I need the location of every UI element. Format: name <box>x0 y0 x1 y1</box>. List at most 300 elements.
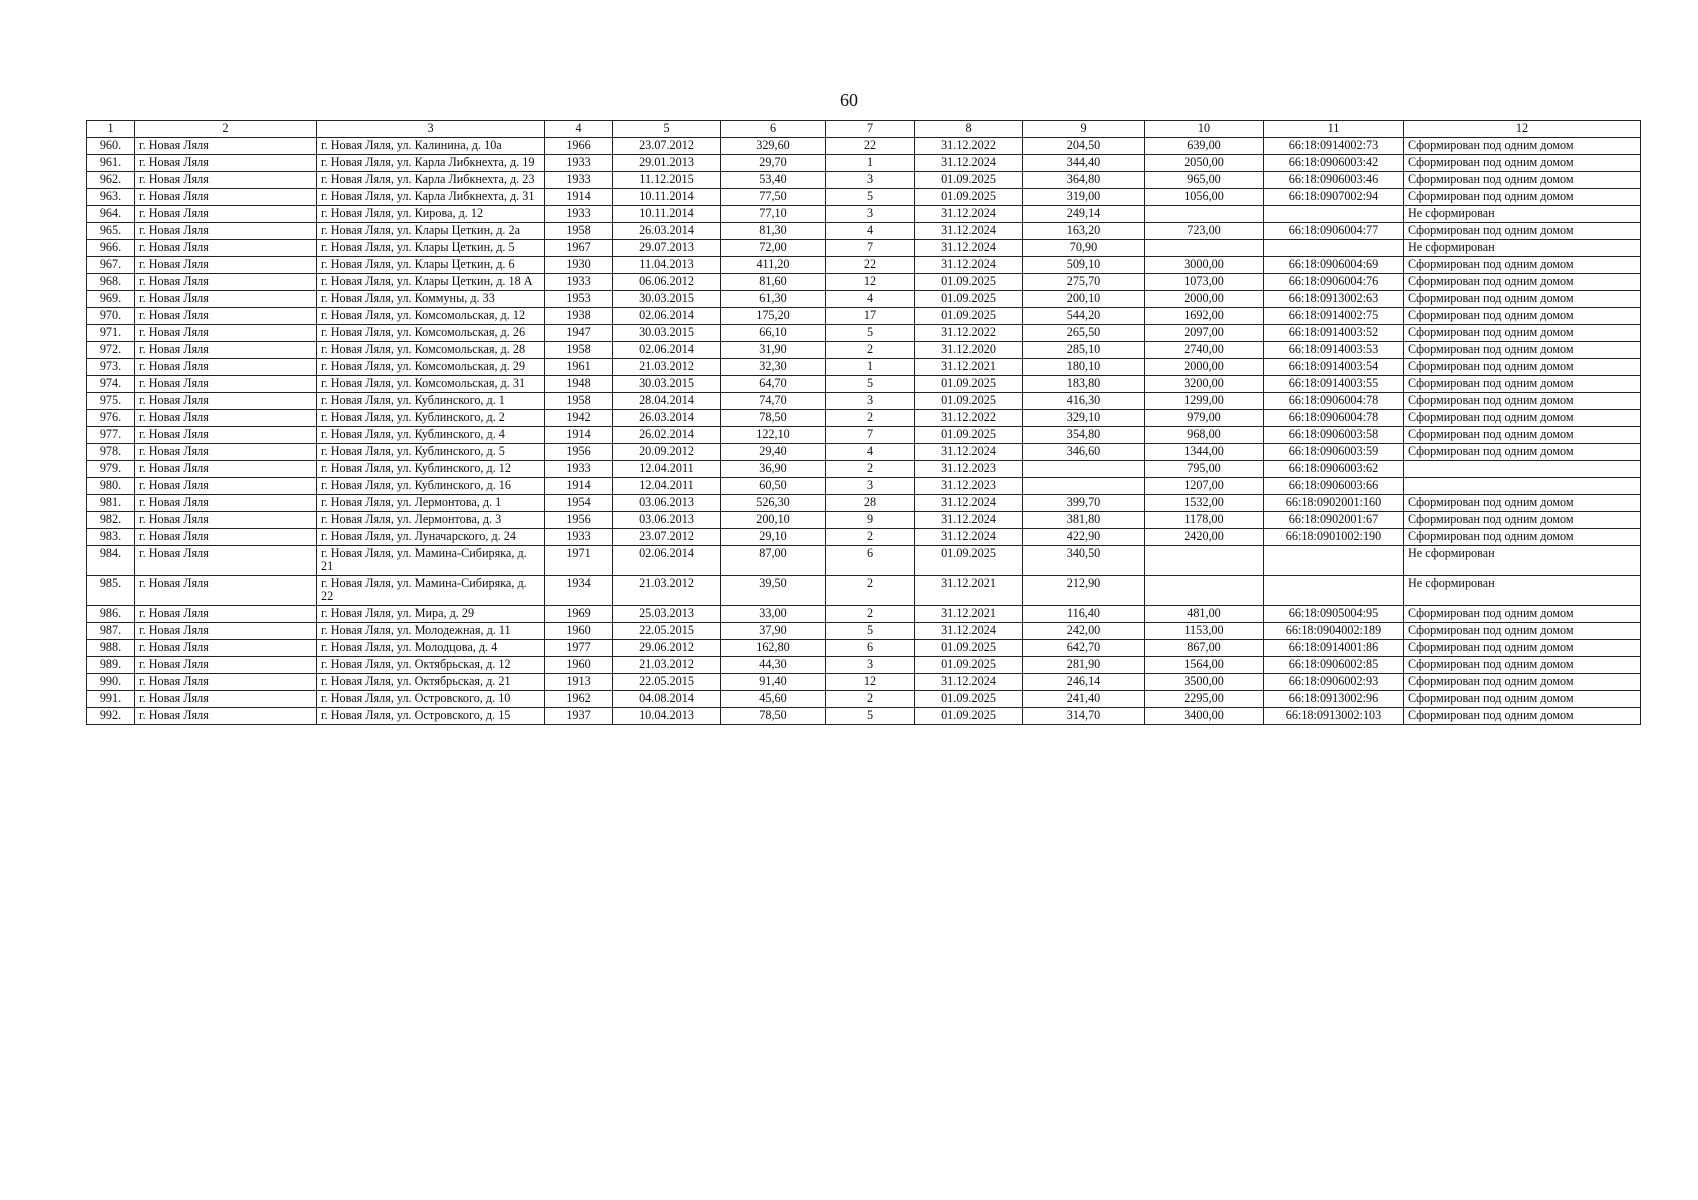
cell-year-built: 1933 <box>545 529 613 546</box>
cell-survey-date: 03.06.2013 <box>613 495 721 512</box>
cell-land-area: 2740,00 <box>1145 342 1264 359</box>
cell-cadastral-number: 66:18:0906002:85 <box>1264 657 1404 674</box>
cell-area: 175,20 <box>721 308 826 325</box>
cell-land-area: 1056,00 <box>1145 189 1264 206</box>
cell-land-status: Сформирован под одним домом <box>1404 189 1641 206</box>
cell-land-status: Сформирован под одним домом <box>1404 410 1641 427</box>
cell-year-built: 1962 <box>545 691 613 708</box>
cell-area: 44,30 <box>721 657 826 674</box>
cell-year-built: 1938 <box>545 308 613 325</box>
cell-cost: 329,10 <box>1023 410 1145 427</box>
cell-survey-date: 20.09.2012 <box>613 444 721 461</box>
cell-land-area: 2295,00 <box>1145 691 1264 708</box>
table-row <box>87 291 1641 308</box>
cell-residents-count: 4 <box>826 223 915 240</box>
cell-survey-date: 23.07.2012 <box>613 138 721 155</box>
cell-land-area: 1178,00 <box>1145 512 1264 529</box>
cell-cadastral-number: 66:18:0906004:77 <box>1264 223 1404 240</box>
cell-address: г. Новая Ляля, ул. Комсомольская, д. 31 <box>317 376 545 393</box>
table-row <box>87 257 1641 274</box>
cell-area: 29,40 <box>721 444 826 461</box>
cell-row-number: 977. <box>87 427 135 444</box>
cell-address: г. Новая Ляля, ул. Карла Либкнехта, д. 23 <box>317 172 545 189</box>
cell-cost: 399,70 <box>1023 495 1145 512</box>
cell-row-number: 978. <box>87 444 135 461</box>
cell-row-number: 990. <box>87 674 135 691</box>
cell-row-number: 970. <box>87 308 135 325</box>
cell-land-status: Сформирован под одним домом <box>1404 512 1641 529</box>
cell-land-area: 2000,00 <box>1145 291 1264 308</box>
cell-land-status: Сформирован под одним домом <box>1404 308 1641 325</box>
cell-row-number: 971. <box>87 325 135 342</box>
cell-area: 329,60 <box>721 138 826 155</box>
cell-address: г. Новая Ляля, ул. Кублинского, д. 2 <box>317 410 545 427</box>
cell-address: г. Новая Ляля, ул. Карла Либкнехта, д. 31 <box>317 189 545 206</box>
cell-settlement: г. Новая Ляля <box>135 495 317 512</box>
cell-address: г. Новая Ляля, ул. Кублинского, д. 16 <box>317 478 545 495</box>
cell-residents-count: 5 <box>826 189 915 206</box>
cell-year-built: 1914 <box>545 478 613 495</box>
cell-year-built: 1947 <box>545 325 613 342</box>
cell-cadastral-number: 66:18:0906003:58 <box>1264 427 1404 444</box>
table-row <box>87 640 1641 657</box>
cell-address: г. Новая Ляля, ул. Комсомольская, д. 29 <box>317 359 545 376</box>
header-row <box>87 121 1641 138</box>
table-row <box>87 691 1641 708</box>
cell-deadline-date: 31.12.2022 <box>915 410 1023 427</box>
cell-settlement: г. Новая Ляля <box>135 444 317 461</box>
cell-land-area <box>1145 240 1264 257</box>
cell-survey-date: 10.11.2014 <box>613 189 721 206</box>
cell-cadastral-number: 66:18:0913002:96 <box>1264 691 1404 708</box>
cell-residents-count: 5 <box>826 376 915 393</box>
cell-land-area: 639,00 <box>1145 138 1264 155</box>
cell-land-area <box>1145 206 1264 223</box>
cell-year-built: 1977 <box>545 640 613 657</box>
cell-residents-count: 22 <box>826 138 915 155</box>
cell-cost: 381,80 <box>1023 512 1145 529</box>
cell-cadastral-number: 66:18:0902001:160 <box>1264 495 1404 512</box>
cell-survey-date: 23.07.2012 <box>613 529 721 546</box>
cell-residents-count: 7 <box>826 427 915 444</box>
cell-residents-count: 7 <box>826 240 915 257</box>
cell-deadline-date: 31.12.2023 <box>915 461 1023 478</box>
cell-land-status: Сформирован под одним домом <box>1404 359 1641 376</box>
cell-land-area: 481,00 <box>1145 606 1264 623</box>
cell-area: 78,50 <box>721 410 826 427</box>
cell-cost: 180,10 <box>1023 359 1145 376</box>
column-header: 12 <box>1404 121 1641 138</box>
cell-land-area: 795,00 <box>1145 461 1264 478</box>
cell-deadline-date: 31.12.2024 <box>915 223 1023 240</box>
cell-settlement: г. Новая Ляля <box>135 342 317 359</box>
column-header: 8 <box>915 121 1023 138</box>
cell-land-status: Сформирован под одним домом <box>1404 342 1641 359</box>
cell-cadastral-number: 66:18:0906004:76 <box>1264 274 1404 291</box>
cell-residents-count: 12 <box>826 274 915 291</box>
cell-year-built: 1933 <box>545 172 613 189</box>
cell-cadastral-number: 66:18:0901002:190 <box>1264 529 1404 546</box>
cell-year-built: 1956 <box>545 444 613 461</box>
cell-year-built: 1969 <box>545 606 613 623</box>
cell-row-number: 976. <box>87 410 135 427</box>
cell-land-status: Сформирован под одним домом <box>1404 427 1641 444</box>
cell-deadline-date: 01.09.2025 <box>915 308 1023 325</box>
table-row <box>87 155 1641 172</box>
cell-area: 526,30 <box>721 495 826 512</box>
cell-survey-date: 12.04.2011 <box>613 478 721 495</box>
cell-settlement: г. Новая Ляля <box>135 427 317 444</box>
cell-cadastral-number <box>1264 206 1404 223</box>
cell-area: 87,00 <box>721 546 826 576</box>
cell-land-status: Сформирован под одним домом <box>1404 376 1641 393</box>
cell-cadastral-number: 66:18:0902001:67 <box>1264 512 1404 529</box>
cell-cost: 281,90 <box>1023 657 1145 674</box>
table-row <box>87 274 1641 291</box>
cell-survey-date: 10.04.2013 <box>613 708 721 725</box>
cell-settlement: г. Новая Ляля <box>135 708 317 725</box>
cell-survey-date: 30.03.2015 <box>613 376 721 393</box>
cell-deadline-date: 31.12.2024 <box>915 240 1023 257</box>
cell-settlement: г. Новая Ляля <box>135 640 317 657</box>
cell-survey-date: 26.03.2014 <box>613 410 721 427</box>
cell-year-built: 1958 <box>545 393 613 410</box>
cell-area: 60,50 <box>721 478 826 495</box>
cell-land-status: Сформирован под одним домом <box>1404 623 1641 640</box>
cell-row-number: 975. <box>87 393 135 410</box>
cell-settlement: г. Новая Ляля <box>135 393 317 410</box>
cell-deadline-date: 31.12.2021 <box>915 576 1023 606</box>
cell-survey-date: 12.04.2011 <box>613 461 721 478</box>
cell-year-built: 1961 <box>545 359 613 376</box>
cell-year-built: 1948 <box>545 376 613 393</box>
cell-cadastral-number: 66:18:0906004:78 <box>1264 410 1404 427</box>
cell-settlement: г. Новая Ляля <box>135 623 317 640</box>
cell-cadastral-number: 66:18:0906003:62 <box>1264 461 1404 478</box>
cell-land-status <box>1404 478 1641 495</box>
cell-cost: 285,10 <box>1023 342 1145 359</box>
cell-land-area: 2050,00 <box>1145 155 1264 172</box>
cell-deadline-date: 31.12.2022 <box>915 325 1023 342</box>
table-row <box>87 427 1641 444</box>
cell-deadline-date: 01.09.2025 <box>915 691 1023 708</box>
table-row <box>87 359 1641 376</box>
cell-cadastral-number: 66:18:0914002:73 <box>1264 138 1404 155</box>
cell-cadastral-number: 66:18:0906003:66 <box>1264 478 1404 495</box>
cell-deadline-date: 31.12.2024 <box>915 257 1023 274</box>
cell-area: 77,50 <box>721 189 826 206</box>
cell-row-number: 964. <box>87 206 135 223</box>
cell-land-area: 3200,00 <box>1145 376 1264 393</box>
cell-year-built: 1933 <box>545 274 613 291</box>
cell-deadline-date: 01.09.2025 <box>915 657 1023 674</box>
column-header: 6 <box>721 121 826 138</box>
page-number: 60 <box>840 90 858 110</box>
cell-survey-date: 21.03.2012 <box>613 657 721 674</box>
cell-cadastral-number: 66:18:0906003:42 <box>1264 155 1404 172</box>
cell-row-number: 992. <box>87 708 135 725</box>
cell-land-area: 1564,00 <box>1145 657 1264 674</box>
cell-area: 31,90 <box>721 342 826 359</box>
table-row <box>87 529 1641 546</box>
cell-row-number: 987. <box>87 623 135 640</box>
cell-survey-date: 21.03.2012 <box>613 359 721 376</box>
cell-deadline-date: 31.12.2024 <box>915 444 1023 461</box>
cell-cost: 346,60 <box>1023 444 1145 461</box>
table-row <box>87 376 1641 393</box>
column-header: 3 <box>317 121 545 138</box>
cell-cost: 200,10 <box>1023 291 1145 308</box>
cell-deadline-date: 01.09.2025 <box>915 172 1023 189</box>
column-header: 2 <box>135 121 317 138</box>
cell-address: г. Новая Ляля, ул. Клары Цеткин, д. 6 <box>317 257 545 274</box>
cell-year-built: 1914 <box>545 189 613 206</box>
housing-registry-table <box>86 120 1641 725</box>
cell-settlement: г. Новая Ляля <box>135 576 317 606</box>
table-row <box>87 342 1641 359</box>
cell-land-area: 1207,00 <box>1145 478 1264 495</box>
cell-address: г. Новая Ляля, ул. Комсомольская, д. 26 <box>317 325 545 342</box>
table-row <box>87 576 1641 606</box>
cell-cost: 204,50 <box>1023 138 1145 155</box>
cell-cost: 116,40 <box>1023 606 1145 623</box>
table-row <box>87 444 1641 461</box>
cell-land-status: Сформирован под одним домом <box>1404 674 1641 691</box>
cell-year-built: 1958 <box>545 342 613 359</box>
cell-cost: 70,90 <box>1023 240 1145 257</box>
cell-deadline-date: 31.12.2024 <box>915 512 1023 529</box>
cell-land-status: Не сформирован <box>1404 240 1641 257</box>
cell-area: 66,10 <box>721 325 826 342</box>
cell-year-built: 1967 <box>545 240 613 257</box>
cell-cost: 163,20 <box>1023 223 1145 240</box>
cell-settlement: г. Новая Ляля <box>135 325 317 342</box>
cell-deadline-date: 01.09.2025 <box>915 291 1023 308</box>
table-row <box>87 393 1641 410</box>
cell-area: 411,20 <box>721 257 826 274</box>
cell-deadline-date: 01.09.2025 <box>915 708 1023 725</box>
cell-residents-count: 3 <box>826 478 915 495</box>
cell-settlement: г. Новая Ляля <box>135 189 317 206</box>
cell-address: г. Новая Ляля, ул. Клары Цеткин, д. 2а <box>317 223 545 240</box>
cell-land-area: 1344,00 <box>1145 444 1264 461</box>
cell-residents-count: 4 <box>826 291 915 308</box>
cell-cost: 265,50 <box>1023 325 1145 342</box>
column-header: 11 <box>1264 121 1404 138</box>
cell-row-number: 980. <box>87 478 135 495</box>
cell-row-number: 965. <box>87 223 135 240</box>
cell-land-area: 2420,00 <box>1145 529 1264 546</box>
cell-settlement: г. Новая Ляля <box>135 172 317 189</box>
table-row <box>87 138 1641 155</box>
cell-deadline-date: 31.12.2023 <box>915 478 1023 495</box>
cell-cadastral-number: 66:18:0905004:95 <box>1264 606 1404 623</box>
cell-settlement: г. Новая Ляля <box>135 606 317 623</box>
cell-residents-count: 28 <box>826 495 915 512</box>
cell-land-status: Сформирован под одним домом <box>1404 495 1641 512</box>
cell-settlement: г. Новая Ляля <box>135 291 317 308</box>
cell-cost: 354,80 <box>1023 427 1145 444</box>
cell-residents-count: 2 <box>826 576 915 606</box>
cell-cost: 344,40 <box>1023 155 1145 172</box>
cell-cadastral-number <box>1264 576 1404 606</box>
cell-address: г. Новая Ляля, ул. Клары Цеткин, д. 5 <box>317 240 545 257</box>
cell-cadastral-number <box>1264 546 1404 576</box>
column-header: 10 <box>1145 121 1264 138</box>
cell-cost: 183,80 <box>1023 376 1145 393</box>
cell-residents-count: 3 <box>826 393 915 410</box>
cell-row-number: 984. <box>87 546 135 576</box>
table-body <box>87 138 1641 725</box>
table-row <box>87 461 1641 478</box>
cell-year-built: 1937 <box>545 708 613 725</box>
cell-address: г. Новая Ляля, ул. Калинина, д. 10а <box>317 138 545 155</box>
cell-area: 200,10 <box>721 512 826 529</box>
cell-survey-date: 06.06.2012 <box>613 274 721 291</box>
cell-address: г. Новая Ляля, ул. Комсомольская, д. 12 <box>317 308 545 325</box>
table-row <box>87 308 1641 325</box>
cell-deadline-date: 31.12.2024 <box>915 155 1023 172</box>
cell-residents-count: 12 <box>826 674 915 691</box>
cell-year-built: 1914 <box>545 427 613 444</box>
cell-address: г. Новая Ляля, ул. Клары Цеткин, д. 18 А <box>317 274 545 291</box>
cell-settlement: г. Новая Ляля <box>135 206 317 223</box>
cell-area: 33,00 <box>721 606 826 623</box>
column-header: 1 <box>87 121 135 138</box>
cell-residents-count: 2 <box>826 606 915 623</box>
cell-survey-date: 02.06.2014 <box>613 308 721 325</box>
cell-year-built: 1960 <box>545 623 613 640</box>
cell-cost <box>1023 478 1145 495</box>
cell-cadastral-number: 66:18:0906002:93 <box>1264 674 1404 691</box>
cell-row-number: 982. <box>87 512 135 529</box>
cell-deadline-date: 31.12.2021 <box>915 359 1023 376</box>
table-row <box>87 172 1641 189</box>
column-header: 9 <box>1023 121 1145 138</box>
cell-address: г. Новая Ляля, ул. Карла Либкнехта, д. 19 <box>317 155 545 172</box>
cell-settlement: г. Новая Ляля <box>135 478 317 495</box>
cell-cost: 314,70 <box>1023 708 1145 725</box>
cell-year-built: 1956 <box>545 512 613 529</box>
cell-survey-date: 30.03.2015 <box>613 325 721 342</box>
cell-address: г. Новая Ляля, ул. Лермонтова, д. 3 <box>317 512 545 529</box>
cell-survey-date: 29.01.2013 <box>613 155 721 172</box>
cell-year-built: 1934 <box>545 576 613 606</box>
cell-address: г. Новая Ляля, ул. Кирова, д. 12 <box>317 206 545 223</box>
cell-row-number: 991. <box>87 691 135 708</box>
cell-cadastral-number: 66:18:0914003:54 <box>1264 359 1404 376</box>
table-row <box>87 240 1641 257</box>
cell-area: 162,80 <box>721 640 826 657</box>
cell-area: 81,60 <box>721 274 826 291</box>
cell-survey-date: 02.06.2014 <box>613 546 721 576</box>
table-row <box>87 546 1641 576</box>
cell-land-status: Сформирован под одним домом <box>1404 529 1641 546</box>
cell-cost: 275,70 <box>1023 274 1145 291</box>
cell-cost: 642,70 <box>1023 640 1145 657</box>
cell-land-status: Сформирован под одним домом <box>1404 691 1641 708</box>
cell-land-status: Сформирован под одним домом <box>1404 257 1641 274</box>
table-row <box>87 478 1641 495</box>
cell-land-area: 1692,00 <box>1145 308 1264 325</box>
cell-deadline-date: 31.12.2022 <box>915 138 1023 155</box>
cell-residents-count: 2 <box>826 529 915 546</box>
cell-row-number: 974. <box>87 376 135 393</box>
cell-survey-date: 11.12.2015 <box>613 172 721 189</box>
cell-cost: 242,00 <box>1023 623 1145 640</box>
cell-deadline-date: 01.09.2025 <box>915 189 1023 206</box>
cell-address: г. Новая Ляля, ул. Луначарского, д. 24 <box>317 529 545 546</box>
cell-year-built: 1958 <box>545 223 613 240</box>
table-row <box>87 708 1641 725</box>
cell-land-area: 3400,00 <box>1145 708 1264 725</box>
cell-cadastral-number: 66:18:0906003:59 <box>1264 444 1404 461</box>
cell-settlement: г. Новая Ляля <box>135 223 317 240</box>
cell-land-area: 1299,00 <box>1145 393 1264 410</box>
cell-land-area: 968,00 <box>1145 427 1264 444</box>
cell-row-number: 989. <box>87 657 135 674</box>
cell-address: г. Новая Ляля, ул. Кублинского, д. 5 <box>317 444 545 461</box>
cell-cost: 212,90 <box>1023 576 1145 606</box>
cell-row-number: 967. <box>87 257 135 274</box>
cell-address: г. Новая Ляля, ул. Кублинского, д. 12 <box>317 461 545 478</box>
cell-land-area: 3000,00 <box>1145 257 1264 274</box>
cell-land-area: 867,00 <box>1145 640 1264 657</box>
cell-land-status <box>1404 461 1641 478</box>
cell-area: 74,70 <box>721 393 826 410</box>
cell-address: г. Новая Ляля, ул. Островского, д. 15 <box>317 708 545 725</box>
cell-land-status: Сформирован под одним домом <box>1404 444 1641 461</box>
cell-cadastral-number: 66:18:0914001:86 <box>1264 640 1404 657</box>
cell-row-number: 973. <box>87 359 135 376</box>
cell-survey-date: 22.05.2015 <box>613 674 721 691</box>
cell-residents-count: 6 <box>826 640 915 657</box>
cell-cadastral-number: 66:18:0914003:53 <box>1264 342 1404 359</box>
cell-year-built: 1942 <box>545 410 613 427</box>
cell-residents-count: 1 <box>826 359 915 376</box>
cell-area: 122,10 <box>721 427 826 444</box>
cell-survey-date: 11.04.2013 <box>613 257 721 274</box>
cell-area: 91,40 <box>721 674 826 691</box>
cell-residents-count: 4 <box>826 444 915 461</box>
cell-year-built: 1954 <box>545 495 613 512</box>
cell-cost: 241,40 <box>1023 691 1145 708</box>
cell-land-status: Сформирован под одним домом <box>1404 138 1641 155</box>
cell-row-number: 979. <box>87 461 135 478</box>
table-row <box>87 606 1641 623</box>
cell-deadline-date: 31.12.2024 <box>915 495 1023 512</box>
cell-residents-count: 5 <box>826 325 915 342</box>
cell-cadastral-number: 66:18:0914002:75 <box>1264 308 1404 325</box>
cell-area: 32,30 <box>721 359 826 376</box>
cell-settlement: г. Новая Ляля <box>135 308 317 325</box>
cell-settlement: г. Новая Ляля <box>135 657 317 674</box>
cell-address: г. Новая Ляля, ул. Кублинского, д. 4 <box>317 427 545 444</box>
cell-address: г. Новая Ляля, ул. Коммуны, д. 33 <box>317 291 545 308</box>
cell-land-status: Сформирован под одним домом <box>1404 606 1641 623</box>
cell-survey-date: 21.03.2012 <box>613 576 721 606</box>
cell-land-status: Сформирован под одним домом <box>1404 640 1641 657</box>
table-row <box>87 674 1641 691</box>
cell-deadline-date: 01.09.2025 <box>915 427 1023 444</box>
cell-settlement: г. Новая Ляля <box>135 138 317 155</box>
cell-cadastral-number: 66:18:0913002:63 <box>1264 291 1404 308</box>
cell-settlement: г. Новая Ляля <box>135 410 317 427</box>
cell-residents-count: 2 <box>826 410 915 427</box>
cell-row-number: 983. <box>87 529 135 546</box>
cell-area: 53,40 <box>721 172 826 189</box>
cell-year-built: 1933 <box>545 461 613 478</box>
